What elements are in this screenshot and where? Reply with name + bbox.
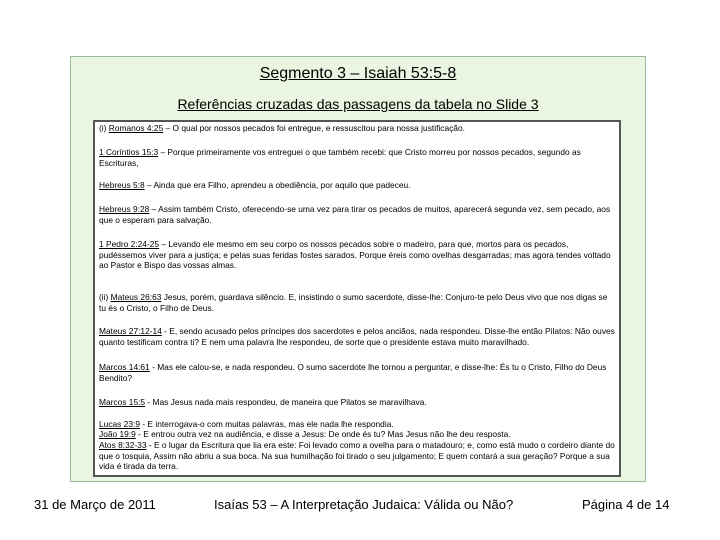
reference-entry: (ii) Mateus 26:63 Jesus, porém, guardava silêncio. E, insistindo o sumo sacerdote, disse-lhe: Conjuro-te pelo Deus vivo que nos digas se tu és o Cristo, o Filho de Deus. [99, 292, 608, 313]
reference-link: Marcos 14:61 [99, 362, 150, 372]
cross-reference-box [93, 120, 621, 477]
footer-title: Isaías 53 – A Interpretação Judaica: Válida ou Não? [214, 497, 514, 512]
slide-title: Segmento 3 – Isaiah 53:5-8 [259, 65, 457, 82]
reference-entry: Mateus 27:12-14 - E, sendo acusado pelos príncipes dos sacerdotes e pelos anciãos, nada respondeu. Disse-lhe então Pilatos: Não ouves quanto testificam contra ti? E nem uma palavra lhe respondeu, de sorte que o presidente estava muito maravilhado. [99, 326, 615, 347]
reference-entry: Marcos 15:5 - Mas Jesus nada mais respondeu, de maneira que Pilatos se maravilhava. [99, 397, 427, 407]
reference-entry: João 19:9 - E entrou outra vez na audiência, e disse a Jesus: De onde és tu? Mas Jesus não lhe deu resposta. [99, 429, 511, 439]
reference-link: Mateus 26:63 [110, 292, 162, 302]
reference-entry: Hebreus 5:8 – Ainda que era Filho, aprendeu a obediência, por aquilo que padeceu. [99, 180, 411, 190]
reference-entry: Hebreus 9:28 – Assim também Cristo, oferecendo-se uma vez para tirar os pecados de muitos, aparecerá segunda vez, sem pecado, aos que o esperam para salvação. [99, 204, 611, 225]
reference-link: Hebreus 9:28 [99, 204, 150, 214]
reference-link: 1 Coríntios 15:3 [99, 147, 159, 157]
reference-entry: (i) Romanos 4:25 – O qual por nossos pecados foi entregue, e ressuscitou para nossa justificação. [99, 123, 465, 133]
slide-subtitle: Referências cruzadas das passagens da tabela no Slide 3 [177, 96, 539, 112]
footer-page-number: Página 4 de 14 [582, 497, 670, 512]
reference-entry: Atos 8:32-33 - E o lugar da Escritura que lia era este: Foi levado como a ovelha para o matadouro; e, como está mudo o cordeiro diante do que o tosquia, Assim não abriu a sua boca. Na sua humilhação foi tirado o seu julgamento; E quem contará a sua geração? Porque a sua vida é tirada da terra. [99, 440, 615, 472]
footer-date: 31 de Março de 2011 [34, 497, 156, 512]
reference-link: 1 Pedro 2:24-25 [99, 239, 160, 249]
reference-entry: Lucas 23:9 - E interrogava-o com muitas palavras, mas ele nada lhe respondia. [99, 419, 394, 429]
slide-panel [70, 56, 646, 482]
reference-link: Lucas 23:9 [99, 419, 140, 429]
reference-link: Hebreus 5:8 [99, 180, 145, 190]
reference-link: Romanos 4:25 [108, 123, 164, 133]
reference-link: Atos 8:32-33 [99, 440, 147, 450]
reference-entry: 1 Pedro 2:24-25 – Levando ele mesmo em seu corpo os nossos pecados sobre o madeiro, para que, mortos para os pecados, pudéssemos viver para a justiça; e pelas suas feridas fostes sarados. Porque éreis como ovelhas desgarradas; mas agora tendes voltado ao Pastor e Bispo das vossas almas. [99, 239, 611, 271]
reference-entry: Marcos 14:61 - Mas ele calou-se, e nada respondeu. O sumo sacerdote lhe tornou a perguntar, e disse-lhe: És tu o Cristo, Filho do Deus Bendito? [99, 362, 607, 383]
reference-entry: 1 Coríntios 15:3 – Porque primeiramente vos entreguei o que também recebi: que Cristo morreu por nossos pecados, segundo as Escrituras, [99, 147, 581, 168]
reference-link: Marcos 15:5 [99, 397, 146, 407]
reference-link: Mateus 27:12-14 [99, 326, 162, 336]
reference-link: João 19:9 [99, 429, 136, 439]
